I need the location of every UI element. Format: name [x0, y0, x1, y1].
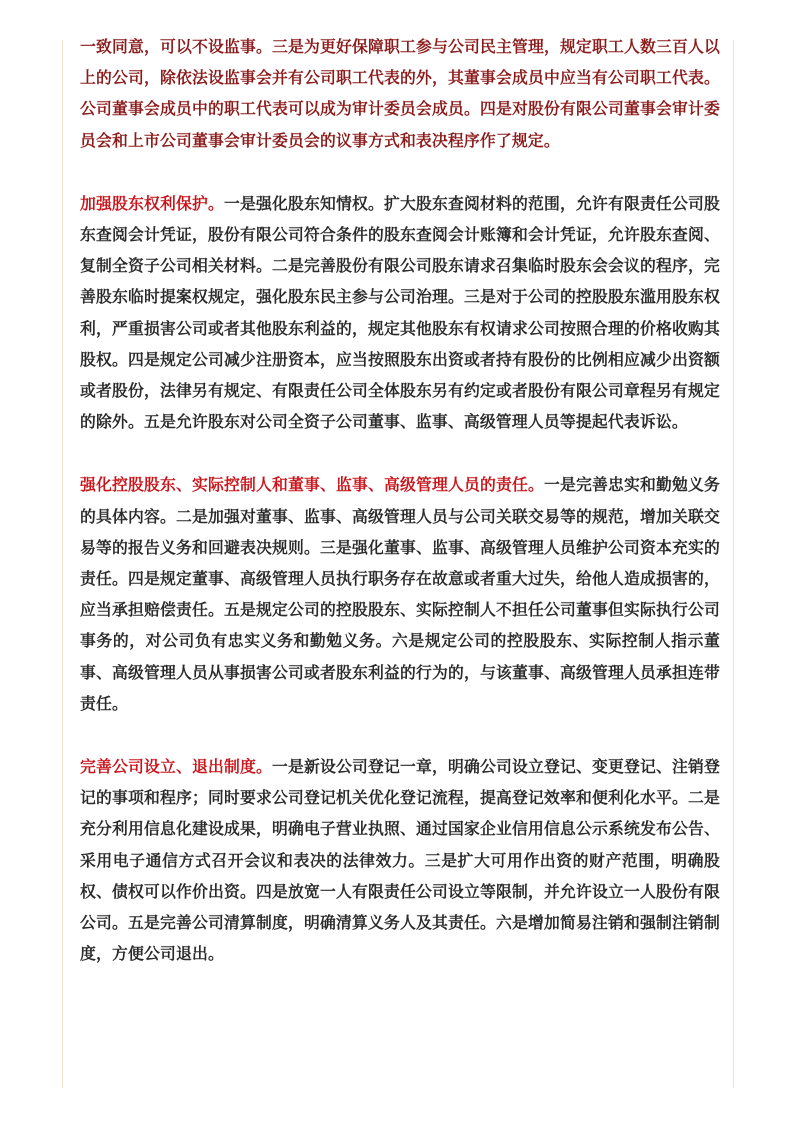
paragraph-text: 一是强化股东知情权。扩大股东查阅材料的范围，允许有限责任公司股东查阅会计凭证，股份有限公司符合条件的股东查阅会计账簿和会计凭证，允许股东查阅、复制全资子公司相关材料。二是完善股份有限公司股东请求召集临时股东会会议的程序，完善股东临时提案权规定，强化股东民主参与公司治理。三是对于公司的控股股东滥用股东权利，严重损害公司或者其他股东利益的，规定其他股东有权请求公司按照合理的价格收购其股权。四是规定公司减少注册资本，应当按照股东出资或者持有股份的比例相应减少出资额或者股份，法律另有规定、有限责任公司全体股东另有约定或者股份有限公司章程另有规定的除外。五是允许股东对公司全资子公司董事、监事、高级管理人员等提起代表诉讼。 [80, 193, 720, 432]
paragraph-heading: 强化控股股东、实际控制人和董事、监事、高级管理人员的责任。 [80, 475, 544, 495]
paragraph-shareholder-rights [80, 188, 720, 438]
paragraph-text: 一是完善忠实和勤勉义务的具体内容。二是加强对董事、监事、高级管理人员与公司关联交易等的规范，增加关联交易等的报告义务和回避表决规则。三是强化董事、监事、高级管理人员维护公司资本充实的责任。四是规定董事、高级管理人员执行职务存在故意或者重大过失，给他人造成损害的，应当承担赔偿责任。五是规定公司的控股股东、实际控制人不担任公司董事但实际执行公司事务的，对公司负有忠实义务和勤勉义务。六是规定公司的控股股东、实际控制人指示董事、高级管理人员从事损害公司或者股东利益的行为的，与该董事、高级管理人员承担连带责任。 [80, 475, 720, 713]
paragraph-heading: 完善公司设立、退出制度。 [80, 757, 272, 777]
article-body [80, 31, 720, 1001]
paragraph-supervisory-board-continuation [80, 31, 720, 156]
paragraph-controller-responsibility [80, 469, 720, 719]
paragraph-heading: 加强股东权利保护。 [80, 193, 224, 213]
paragraph-text: 一是新设公司登记一章，明确公司设立登记、变更登记、注销登记的事项和程序；同时要求公司登记机关优化登记流程，提高登记效率和便利化水平。二是充分利用信息化建设成果，明确电子营业执照、通过国家企业信用信息公示系统发布公告、采用电子通信方式召开会议和表决的法律效力。三是扩大可用作出资的财产范围，明确股权、债权可以作价出资。四是放宽一人有限责任公司设立等限制，并允许设立一人股份有限公司。五是完善公司清算制度，明确清算义务人及其责任。六是增加简易注销和强制注销制度，方便公司退出。 [80, 757, 720, 964]
right-margin-rule [733, 40, 734, 1088]
paragraph-text: 一致同意，可以不设监事。三是为更好保障职工参与公司民主管理，规定职工人数三百人以上的公司，除依法设监事会并有公司职工代表的外，其董事会成员中应当有公司职工代表。公司董事会成员中的职工代表可以成为审计委员会成员。四是对股份有限公司董事会审计委员会和上市公司董事会审计委员会的议事方式和表决程序作了规定。 [80, 37, 720, 150]
left-margin-rule [62, 40, 63, 1088]
paragraph-establishment-exit [80, 751, 720, 969]
